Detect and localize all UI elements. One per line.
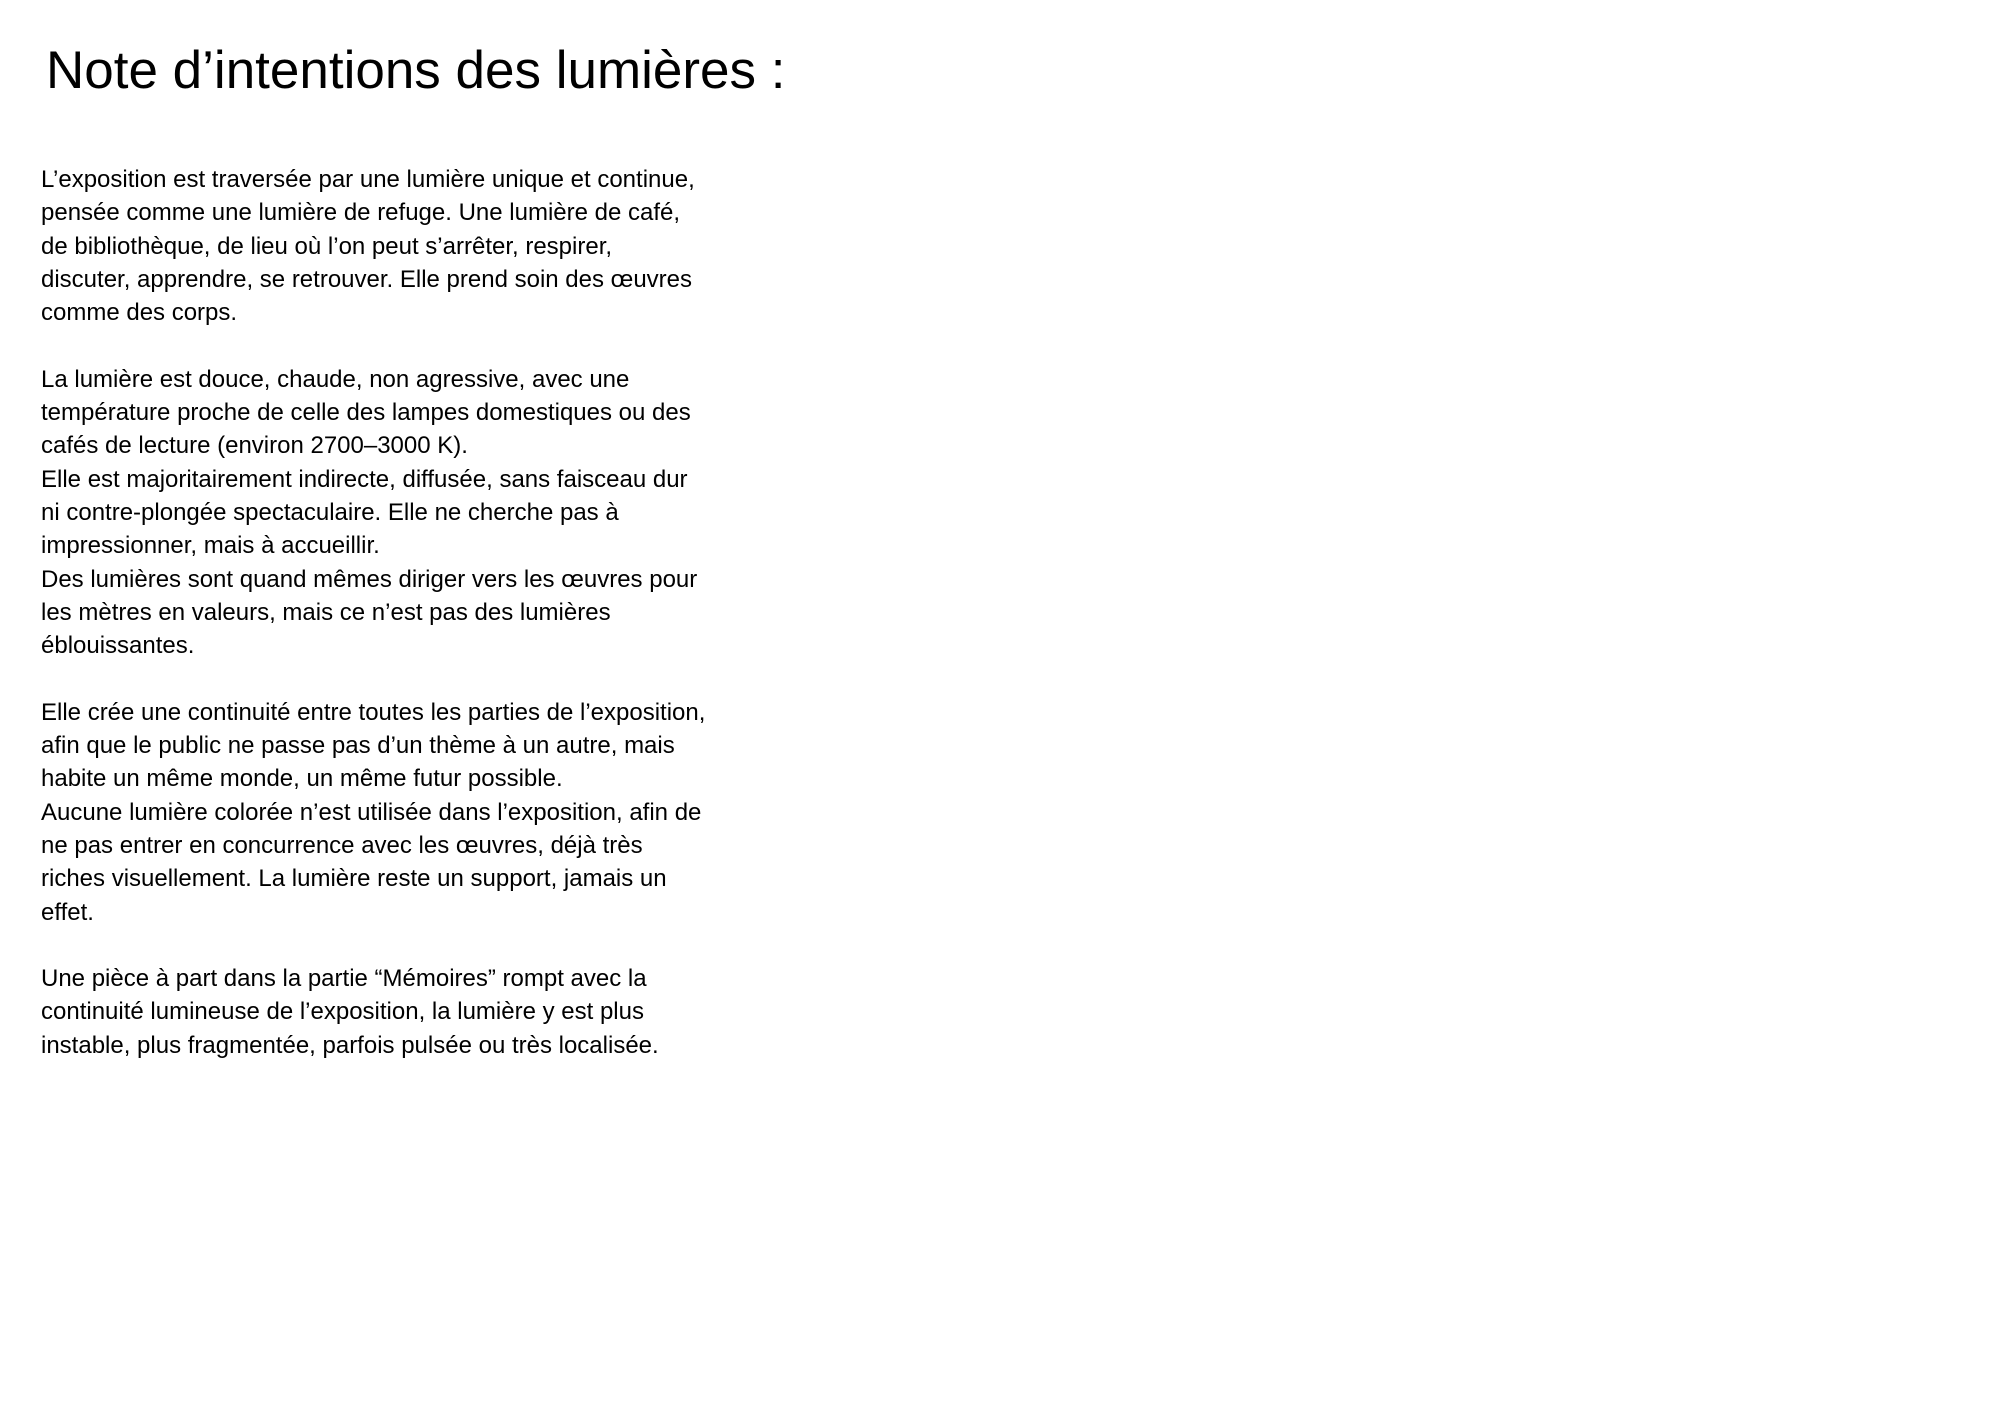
text-line: discuter, apprendre, se retrouver. Elle prend soin des œuvres — [41, 265, 692, 293]
paragraph-2 — [41, 363, 761, 663]
text-line: éblouissantes. — [41, 632, 195, 660]
text-line: Une pièce à part dans la partie “Mémoires” rompt avec la — [41, 965, 647, 993]
text-line: Elle crée une continuité entre toutes les parties de l’exposition, — [41, 698, 706, 726]
text-line: L’exposition est traversée par une lumière unique et continue, — [41, 166, 695, 193]
text-line: Des lumières sont quand mêmes diriger vers les œuvres pour — [41, 565, 698, 593]
paragraph-1 — [41, 163, 761, 329]
page-title: Note d’intentions des lumières : — [46, 41, 786, 100]
text-line: les mètres en valeurs, mais ce n’est pas des lumières — [41, 598, 611, 626]
paragraph-3 — [41, 696, 761, 929]
text-line: comme des corps. — [41, 299, 238, 327]
text-line: Aucune lumière colorée n’est utilisée dans l’exposition, afin de — [41, 798, 702, 826]
text-line: pensée comme une lumière de refuge. Une lumière de café, — [41, 199, 681, 227]
text-line: ni contre-plongée spectaculaire. Elle ne cherche pas à — [41, 498, 619, 526]
text-line: habite un même monde, un même futur possible. — [41, 765, 563, 793]
text-line: ne pas entrer en concurrence avec les œuvres, déjà très — [41, 831, 643, 859]
body-text — [41, 163, 761, 1095]
text-line: afin que le public ne passe pas d’un thème à un autre, mais — [41, 732, 675, 760]
text-line: continuité lumineuse de l’exposition, la lumière y est plus — [41, 998, 644, 1026]
text-line: impressionner, mais à accueillir. — [41, 532, 380, 560]
paragraph-4 — [41, 962, 761, 1062]
text-line: Elle est majoritairement indirecte, diffusée, sans faisceau dur — [41, 465, 688, 493]
text-line: instable, plus fragmentée, parfois pulsée ou très localisée. — [41, 1031, 659, 1059]
text-line: de bibliothèque, de lieu où l’on peut s’arrêter, respirer, — [41, 232, 613, 260]
text-line: température proche de celle des lampes domestiques ou des — [41, 399, 691, 427]
text-line: effet. — [41, 898, 94, 926]
text-line: cafés de lecture (environ 2700–3000 K). — [41, 432, 468, 460]
text-line: La lumière est douce, chaude, non agressive, avec une — [41, 365, 630, 393]
text-line: riches visuellement. La lumière reste un support, jamais un — [41, 865, 667, 893]
